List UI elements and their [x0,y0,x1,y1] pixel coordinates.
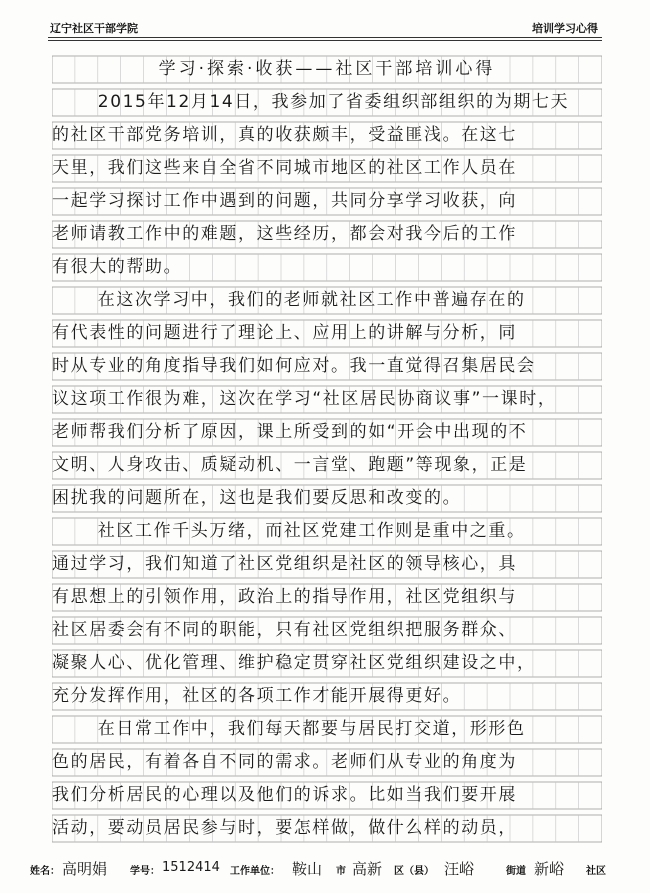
footer-info [30,858,630,882]
essay-line: 老师请教工作中的难题，这些经历，都会对我今后的工作 [52,224,517,244]
name-label: 姓名： [30,866,60,877]
essay-line: 活动，要动员居民参与时，要怎样做，做什么样的动员， [52,818,517,838]
district-value: 高新 [352,860,383,878]
essay-title: 学习·探索·收获——社区干部培训心得 [158,59,496,79]
student-id-label: 学号： [130,866,160,877]
essay-line: 有很大的帮助。 [52,257,183,277]
essay-line: 文明、人身攻击、质疑动机、一言堂、跑题”等现象，正是 [52,455,528,475]
district-suffix: 区（县） [394,866,434,877]
name-value: 高明娟 [62,860,108,878]
essay-line: 老师帮我们分析了原因，课上所受到的如“开会中出现的不 [52,422,528,442]
essay-line: 在日常工作中，我们每天都要与居民打交道，形形色 [97,719,526,739]
essay-line: 在这次学习中，我们的老师就社区工作中普遍存在的 [97,290,526,310]
essay-line: 有思想上的引领作用，政治上的指导作用，社区党组织与 [52,587,517,607]
header-organization: 辽宁社区干部学院 [50,22,138,35]
community-value: 新峪 [534,860,565,878]
essay-line: 2015年12月14日，我参加了省委组织部组织的为期七天 [97,92,570,112]
essay-line: 天里，我们这些来自全省不同城市地区的社区工作人员在 [52,158,517,178]
essay-line: 凝聚人心、优化管理、维护稳定贯穿社区党组织建设之中， [52,653,536,673]
student-id-value: 1512414 [162,860,220,875]
essay-line: 通过学习，我们知道了社区党组织是社区的领导核心，具 [52,554,517,574]
city-suffix: 市 [336,866,346,877]
essay-line: 色的居民，有着各自不同的需求。老师们从专业的角度为 [52,752,517,772]
work-unit-label: 工作单位： [230,866,280,877]
essay-line: 的社区干部党务培训，真的收获颇丰，受益匪浅。在这七 [52,125,517,145]
essay-line: 社区工作千头万绪，而社区党建工作则是重中之重。 [97,521,526,541]
header-rule-thick [48,37,602,38]
street-suffix: 街道 [506,866,526,877]
community-suffix: 社区 [586,866,606,877]
essay-line: 社区居委会有不同的职能，只有社区党组织把服务群众、 [52,620,517,640]
essay-line: 有代表性的问题进行了理论上、应用上的讲解与分析，同 [52,323,517,343]
essay-line: 议这项工作很为难，这次在学习“社区居民协商议事”一课时， [52,389,557,409]
essay-line: 时从专业的角度指导我们如何应对。我一直觉得召集居民会 [52,356,536,376]
essay-line: 充分发挥作用，社区的各项工作才能开展得更好。 [52,686,462,706]
header-rule-thin [48,40,602,41]
writing-grid [52,52,602,852]
essay-line: 一起学习探讨工作中遇到的问题，共同分享学习收获，向 [52,191,517,211]
essay-line: 我们分析居民的心理以及他们的诉求。比如当我们要开展 [52,785,517,805]
street-value: 汪峪 [444,860,475,878]
essay-line: 困扰我的问题所在，这也是我们要反思和改变的。 [52,488,462,508]
header-section-title: 培训学习心得 [532,22,598,35]
city-value: 鞍山 [292,860,323,878]
